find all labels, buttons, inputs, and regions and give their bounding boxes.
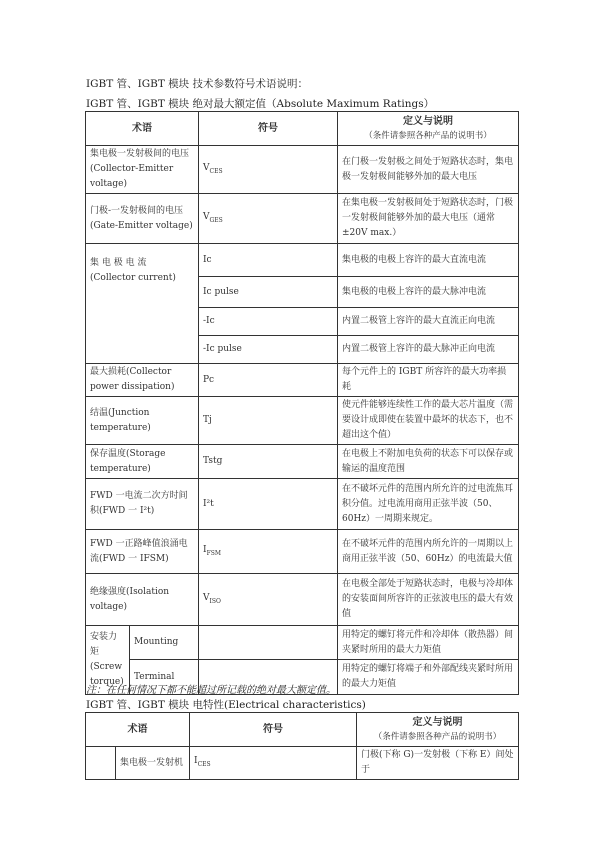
symbol-cell: -Ic <box>199 308 338 336</box>
definition-cell: 用特定的螺钉将端子和外部配线夹紧时所用的最大力矩值 <box>338 660 519 695</box>
table1-title: IGBT 管、IGBT 模块 绝对最大额定值（Absolute Maximum Ratings） <box>86 98 435 110</box>
terminal-cell: Terminal <box>130 660 199 695</box>
symbol-cell: Ic <box>199 244 338 277</box>
symbol-cell: $V_{ISO}$ <box>199 574 338 626</box>
term-cell: 绝缘强度(Isolation voltage) <box>86 574 199 626</box>
definition-cell: 使元件能够连续性工作的最大芯片温度（需要设计成即使在装置中最坏的状态下，也不超出这个值） <box>338 397 519 445</box>
absolute-max-ratings-table <box>85 111 519 695</box>
symbol-cell: Tstg <box>199 445 338 479</box>
term-cell: FWD 一电流二次方时间积(FWD 一 I²t) <box>86 479 199 530</box>
table-row <box>86 397 519 445</box>
definition-cell: 用特定的螺钉将元件和冷却体（散热器）间夹紧时所用的最大力矩值 <box>338 626 519 660</box>
term-cell: FWD 一正路峰值浪涌电流(FWD 一 IFSM) <box>86 530 199 574</box>
symbol-cell: -Ic pulse <box>199 336 338 364</box>
definition-cell: 每个元件上的 IGBT 所容许的最大功率损耗 <box>338 364 519 397</box>
term-cell: 集电极一发射机 <box>116 747 190 780</box>
table-row <box>86 445 519 479</box>
definition-cell: 在不破坏元件的范围内所允许的一周期以上商用正弦半波（50、60Hz）的电流最大值 <box>338 530 519 574</box>
definition-cell: 在电极全部处于短路状态时，电极与冷却体的安装面间所容许的正弦波电压的最大有效值 <box>338 574 519 626</box>
intro-text: IGBT 管、IGBT 模块 技术参数符号术语说明： <box>86 78 309 90</box>
note-text: 注：在任何情况下都不能超过所记载的绝对最大额定值。 <box>86 685 336 696</box>
header-term: 术语 <box>86 713 190 747</box>
table-row <box>86 479 519 530</box>
definition-cell: 集电极的电极上容许的最大直流电流 <box>338 244 519 277</box>
symbol-cell: $I_{FSM}$ <box>199 530 338 574</box>
table-row <box>86 626 519 660</box>
definition-cell: 内置二极管上容许的最大脉冲正向电流 <box>338 336 519 364</box>
symbol-cell: Ic pulse <box>199 277 338 308</box>
term-cell: 安装力矩(Screw torque) <box>86 626 130 695</box>
table-row <box>86 747 519 780</box>
symbol-cell: Tj <box>199 397 338 445</box>
symbol-cell: $I_{CES}$ <box>190 747 357 780</box>
term-cell: 集 电 极 电 流 (Collector current) <box>86 244 199 364</box>
symbol-cell: $V_{CES}$ <box>199 146 338 194</box>
symbol-cell: I²t <box>199 479 338 530</box>
definition-cell: 集电极的电极上容许的最大脉冲电流 <box>338 277 519 308</box>
table-row <box>86 194 519 244</box>
term-cell: 保存温度(Storage temperature) <box>86 445 199 479</box>
table-row <box>86 530 519 574</box>
table-row <box>86 364 519 397</box>
term-cell: 集电极一发射极间的电压(Collector-Emitter voltage) <box>86 146 199 194</box>
header-def: 定义与说明 （条件请参照各种产品的说明书） <box>357 713 519 747</box>
definition-cell: 在不破坏元件的范围内所允许的过电流焦耳积分值。过电流用商用正弦半波（50、60Hz）一周期来规定。 <box>338 479 519 530</box>
symbol-cell: $V_{GES}$ <box>199 194 338 244</box>
term-cell: 门极-一发射极间的电压(Gate-Emitter voltage) <box>86 194 199 244</box>
mounting-cell: Mounting <box>130 626 199 660</box>
table-row <box>86 146 519 194</box>
term-cell: 最大损耗(Collector power dissipation) <box>86 364 199 397</box>
definition-cell: 门极(下称 G)一发射极（下称 E）间处于 <box>357 747 519 780</box>
header-def: 定义与说明 （条件请参照各种产品的说明书） <box>338 112 519 146</box>
definition-cell: 在门极一发射极之间处于短路状态时，集电极一发射极间能够外加的最大电压 <box>338 146 519 194</box>
electrical-characteristics-table <box>85 712 519 780</box>
header-symbol: 符号 <box>199 112 338 146</box>
symbol-cell: Pc <box>199 364 338 397</box>
table-row <box>86 574 519 626</box>
header-term: 术语 <box>86 112 199 146</box>
definition-cell: 在电极上不附加电负荷的状态下可以保存或输运的温度范围 <box>338 445 519 479</box>
table-row <box>86 244 519 277</box>
header-symbol: 符号 <box>190 713 357 747</box>
definition-cell: 在集电极一发射极间处于短路状态时，门极一发射极间能够外加的最大电压（通常±20V max.） <box>338 194 519 244</box>
term-cell: 结温(Junction temperature) <box>86 397 199 445</box>
table2-title: IGBT 管、IGBT 模块 电特性(Electrical characteristics) <box>86 699 366 711</box>
definition-cell: 内置二极管上容许的最大直流正向电流 <box>338 308 519 336</box>
